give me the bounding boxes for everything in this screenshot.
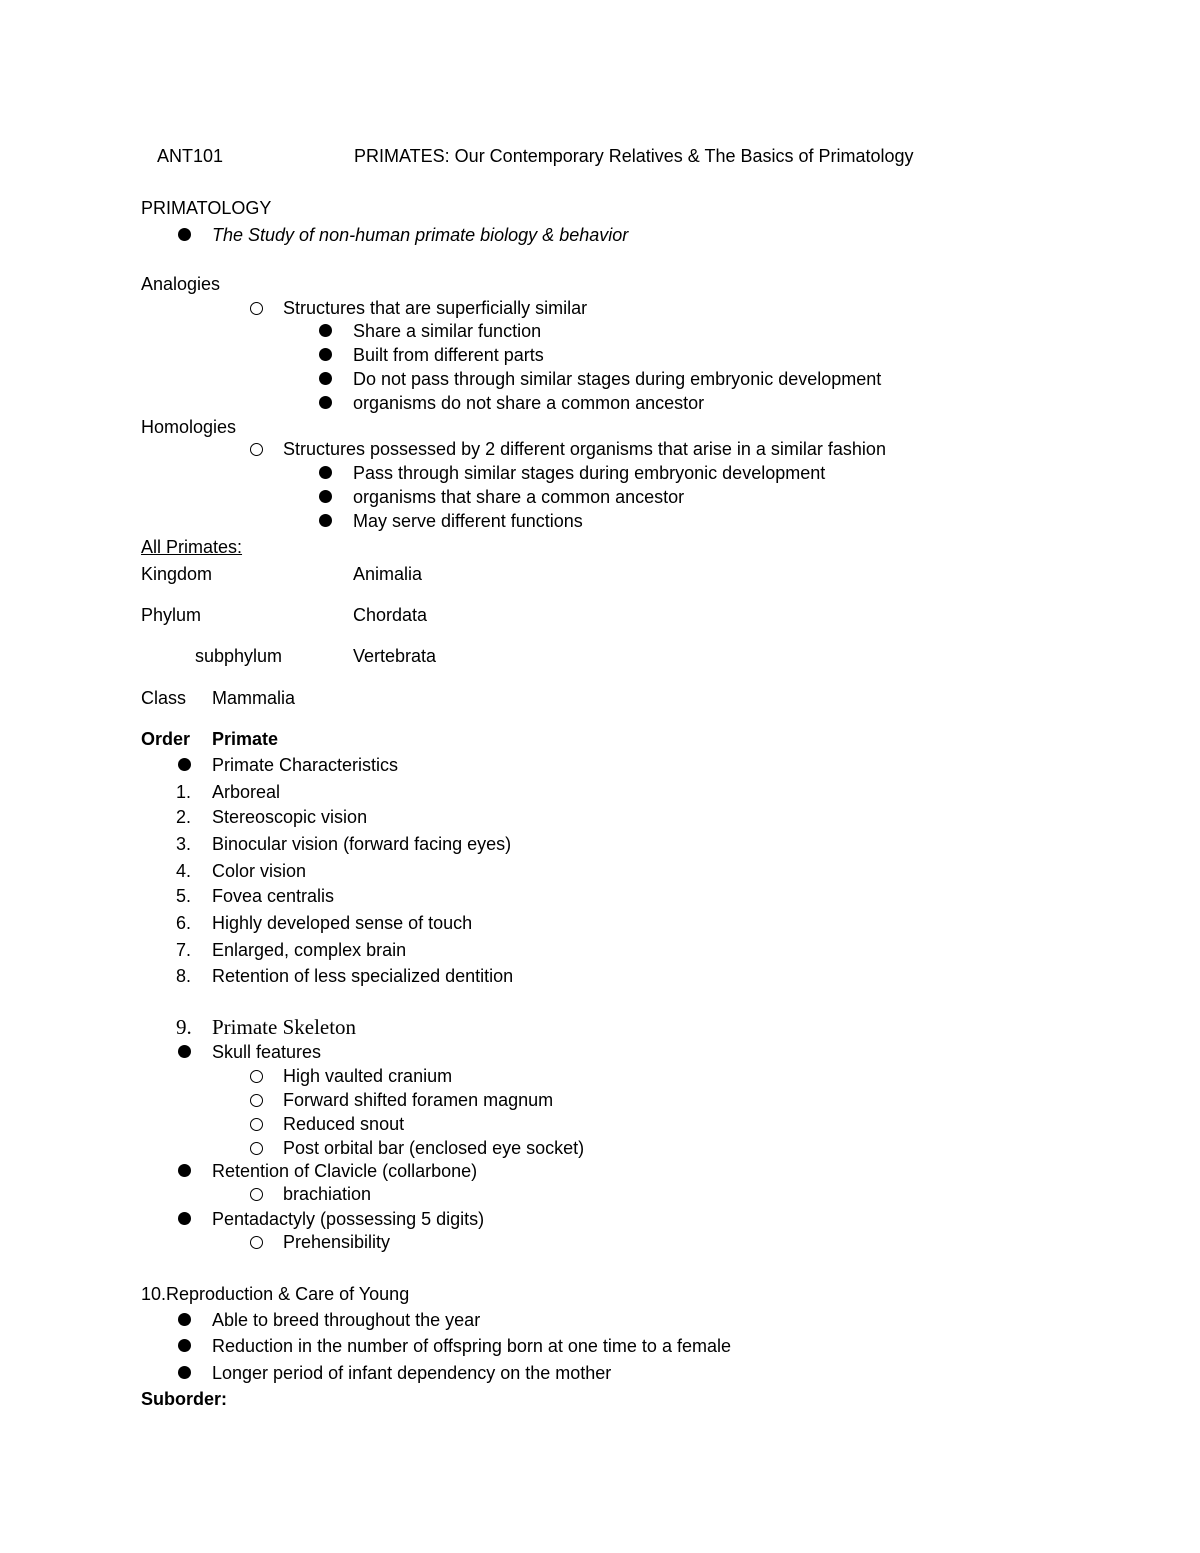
bullet-icon: [178, 758, 191, 771]
analogies-main: Structures that are superficially similar: [283, 298, 588, 318]
kingdom-value: Animalia: [353, 564, 423, 584]
circle-bullet-icon: [250, 302, 263, 315]
subphylum-label: subphylum: [195, 646, 283, 666]
list-number: 3.: [176, 834, 192, 854]
skull-item: Post orbital bar (enclosed eye socket): [283, 1138, 585, 1158]
kingdom-label: Kingdom: [141, 564, 213, 584]
circle-bullet-icon: [250, 1118, 263, 1131]
reproduction-item: Reduction in the number of offspring born at one time to a female: [212, 1336, 731, 1356]
homologies-main: Structures possessed by 2 different organisms that arise in a similar fashion: [283, 439, 886, 459]
characteristic-item: Color vision: [212, 861, 307, 881]
bullet-icon: [178, 1366, 191, 1379]
circle-bullet-icon: [250, 1188, 263, 1201]
skull-item: High vaulted cranium: [283, 1066, 453, 1086]
reproduction-heading: 10.Reproduction & Care of Young: [141, 1284, 410, 1304]
circle-bullet-icon: [250, 1070, 263, 1083]
class-label: Class: [141, 688, 187, 708]
skull-item: Forward shifted foramen magnum: [283, 1090, 554, 1110]
list-number: 8.: [176, 966, 192, 986]
order-label: Order: [141, 729, 191, 749]
analogies-item: Do not pass through similar stages during embryonic development: [353, 369, 882, 389]
circle-bullet-icon: [250, 1094, 263, 1107]
skull-features: Skull features: [212, 1042, 322, 1062]
primatology-heading: PRIMATOLOGY: [141, 198, 272, 218]
characteristic-item: Stereoscopic vision: [212, 807, 368, 827]
pentadactyly-subitem: Prehensibility: [283, 1232, 391, 1252]
characteristic-item: Highly developed sense of touch: [212, 913, 473, 933]
analogies-item: Share a similar function: [353, 321, 542, 341]
clavicle-item: Retention of Clavicle (collarbone): [212, 1161, 478, 1181]
analogies-item: Built from different parts: [353, 345, 544, 365]
list-number: 9.: [176, 1015, 192, 1039]
bullet-icon: [319, 490, 332, 503]
bullet-icon: [319, 348, 332, 361]
list-number: 1.: [176, 782, 192, 802]
characteristic-item: Retention of less specialized dentition: [212, 966, 514, 986]
circle-bullet-icon: [250, 443, 263, 456]
list-number: 5.: [176, 886, 192, 906]
all-primates-heading: All Primates:: [141, 537, 243, 557]
bullet-icon: [319, 466, 332, 479]
order-value: Primate: [212, 729, 279, 749]
pentadactyly-item: Pentadactyly (possessing 5 digits): [212, 1209, 485, 1229]
homologies-item: Pass through similar stages during embryonic development: [353, 463, 826, 483]
suborder-heading: Suborder:: [141, 1389, 228, 1409]
characteristic-item: Binocular vision (forward facing eyes): [212, 834, 512, 854]
characteristics-bullet: Primate Characteristics: [212, 755, 399, 775]
bullet-icon: [178, 1045, 191, 1058]
circle-bullet-icon: [250, 1236, 263, 1249]
class-value: Mammalia: [212, 688, 296, 708]
analogies-heading: Analogies: [141, 274, 221, 294]
phylum-label: Phylum: [141, 605, 202, 625]
skeleton-heading: Primate Skeleton: [212, 1015, 357, 1039]
course-code: ANT101: [157, 146, 224, 166]
bullet-icon: [319, 514, 332, 527]
list-number: 4.: [176, 861, 192, 881]
skull-item: Reduced snout: [283, 1114, 405, 1134]
bullet-icon: [178, 1212, 191, 1225]
characteristic-item: Arboreal: [212, 782, 281, 802]
reproduction-item: Able to breed throughout the year: [212, 1310, 481, 1330]
characteristic-item: Enlarged, complex brain: [212, 940, 407, 960]
bullet-icon: [178, 228, 191, 241]
phylum-value: Chordata: [353, 605, 428, 625]
homologies-item: May serve different functions: [353, 511, 583, 531]
primatology-definition: The Study of non-human primate biology & behavior: [212, 225, 629, 245]
clavicle-subitem: brachiation: [283, 1184, 372, 1204]
bullet-icon: [319, 372, 332, 385]
subphylum-value: Vertebrata: [353, 646, 437, 666]
analogies-item: organisms do not share a common ancestor: [353, 393, 705, 413]
bullet-icon: [178, 1313, 191, 1326]
bullet-icon: [178, 1164, 191, 1177]
list-number: 2.: [176, 807, 192, 827]
bullet-icon: [319, 324, 332, 337]
list-number: 6.: [176, 913, 192, 933]
homologies-item: organisms that share a common ancestor: [353, 487, 685, 507]
list-number: 7.: [176, 940, 192, 960]
document-title: PRIMATES: Our Contemporary Relatives & The Basics of Primatology: [354, 146, 914, 166]
characteristic-item: Fovea centralis: [212, 886, 335, 906]
bullet-icon: [319, 396, 332, 409]
reproduction-item: Longer period of infant dependency on the mother: [212, 1363, 612, 1383]
circle-bullet-icon: [250, 1142, 263, 1155]
bullet-icon: [178, 1339, 191, 1352]
homologies-heading: Homologies: [141, 417, 237, 437]
